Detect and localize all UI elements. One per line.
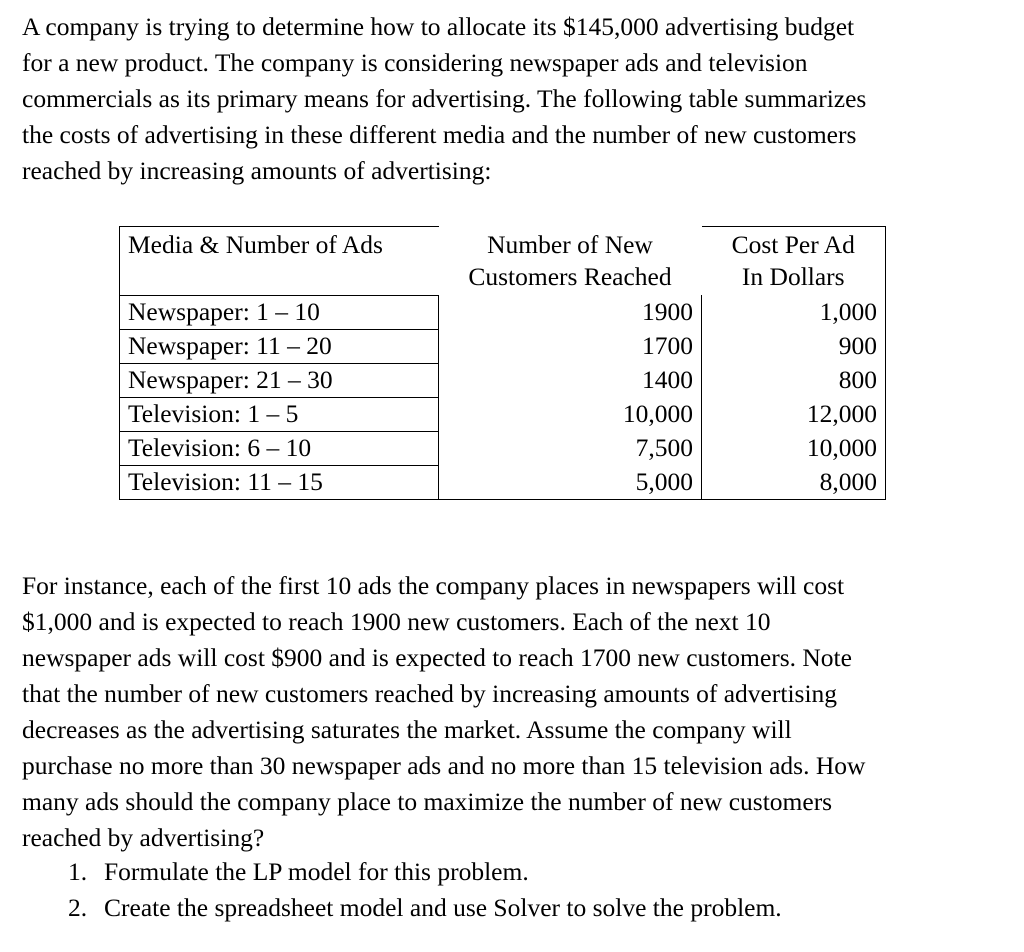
task-item: [68, 854, 782, 890]
detail-line: newspaper ads will cost $900 and is expected to reach 1700 new customers. Note: [22, 643, 852, 672]
media-cell: Newspaper: 1 – 10: [120, 295, 439, 329]
intro-line: for a new product. The company is considering newspaper ads and television: [22, 48, 808, 77]
header-media: Media & Number of Ads: [120, 227, 439, 296]
detail-line: $1,000 and is expected to reach 1900 new customers. Each of the next 10: [22, 607, 771, 636]
detail-line: reached by advertising?: [22, 823, 265, 852]
customers-cell: 1400: [439, 363, 702, 397]
media-cell: Newspaper: 11 – 20: [120, 329, 439, 363]
cost-cell: 1,000: [702, 295, 886, 329]
customers-cell: 5,000: [439, 465, 702, 499]
task-number: 2.: [68, 893, 88, 922]
customers-cell: 7,500: [439, 431, 702, 465]
task-text: Formulate the LP model for this problem.: [104, 857, 529, 886]
task-text: Create the spreadsheet model and use Solver to solve the problem.: [104, 893, 782, 922]
table-row: [120, 295, 886, 329]
intro-line: reached by increasing amounts of advertising:: [22, 156, 492, 185]
task-number: 1.: [68, 857, 88, 886]
cost-cell: 8,000: [702, 465, 886, 499]
intro-line: A company is trying to determine how to allocate its $145,000 advertising budget: [22, 12, 855, 41]
table-row: [120, 431, 886, 465]
media-cell: Newspaper: 21 – 30: [120, 363, 439, 397]
cost-cell: 800: [702, 363, 886, 397]
customers-cell: 1700: [439, 329, 702, 363]
media-cell: Television: 11 – 15: [120, 465, 439, 499]
detail-line: For instance, each of the first 10 ads the company places in newspapers will cost: [22, 571, 845, 600]
header-customers: Number of New Customers Reached: [468, 229, 672, 291]
task-list: [68, 854, 782, 926]
detail-line: many ads should the company place to maximize the number of new customers: [22, 787, 833, 816]
cost-cell: 12,000: [702, 397, 886, 431]
intro-paragraph: [22, 9, 1007, 189]
cost-cell: 900: [702, 329, 886, 363]
intro-line: the costs of advertising in these different media and the number of new customers: [22, 120, 857, 149]
intro-line: commercials as its primary means for advertising. The following table summarizes: [22, 84, 867, 113]
table-row: [120, 465, 886, 499]
table-row: [120, 329, 886, 363]
detail-line: that the number of new customers reached by increasing amounts of advertising: [22, 679, 838, 708]
table-row: [120, 397, 886, 431]
table-row: [120, 363, 886, 397]
customers-cell: 1900: [439, 295, 702, 329]
advertising-table: [119, 226, 886, 500]
media-cell: Television: 6 – 10: [120, 431, 439, 465]
detail-paragraph: [22, 568, 1007, 856]
task-item: [68, 890, 782, 926]
table-header-row: [120, 227, 886, 296]
cost-cell: 10,000: [702, 431, 886, 465]
header-cost: Cost Per Ad In Dollars: [702, 227, 886, 296]
media-cell: Television: 1 – 5: [120, 397, 439, 431]
detail-line: decreases as the advertising saturates the market. Assume the company will: [22, 715, 792, 744]
detail-line: purchase no more than 30 newspaper ads and no more than 15 television ads. How: [22, 751, 866, 780]
customers-cell: 10,000: [439, 397, 702, 431]
